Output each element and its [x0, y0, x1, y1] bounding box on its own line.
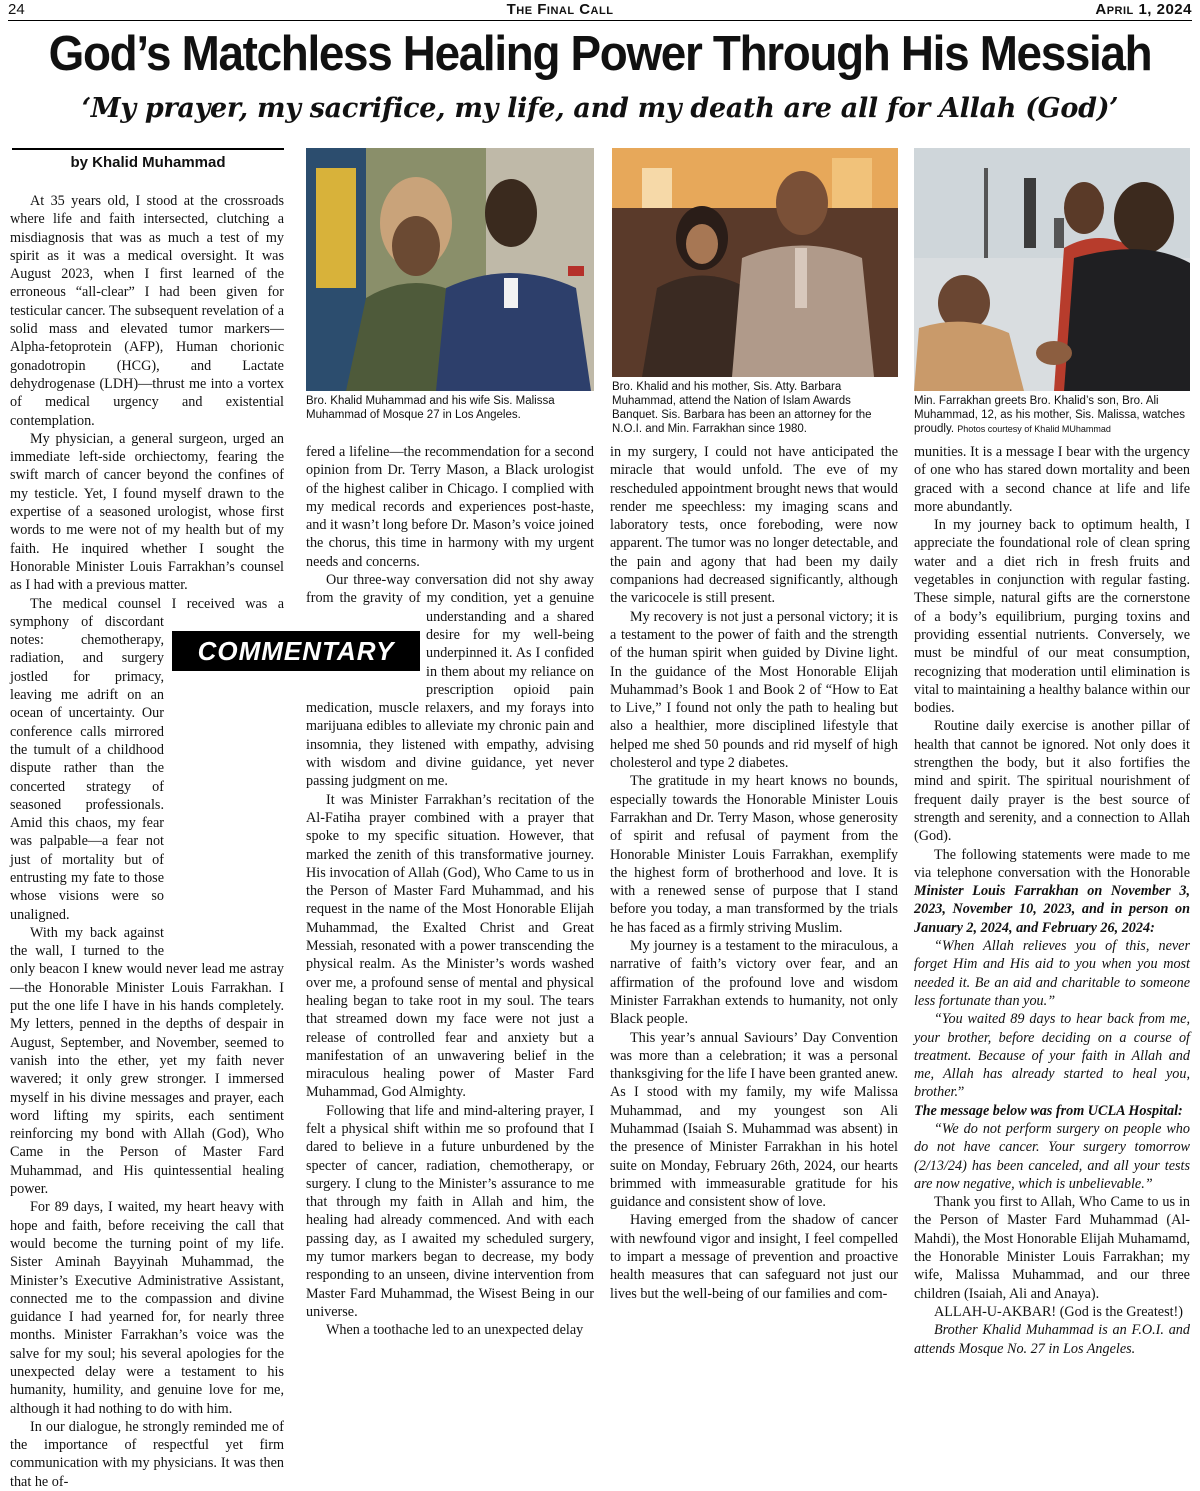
- quote: [914, 937, 1190, 1010]
- paragraph: Having emerged from the shadow of cancer with newfound vigor and insight, I feel compelled to impart a message of prevention and proactive health measures that can safeguard not just our lives but the well-being of our families and com-: [610, 1212, 898, 1302]
- paragraph: fered a lifeline—the recommendation for a second opinion from Dr. Terry Mason, a Black urologist of the highest caliber in Chicago. I complied with my medical records and experiences post-haste, and it wasn’t long before Dr. Mason’s voice joined the chorus, this time in harmony with my urgent needs and concerns.: [306, 444, 594, 570]
- page-number: 24: [8, 1, 25, 18]
- paragraph: My journey is a testament to the miraculous, a narrative of faith’s victory over fear, and an affirmation of the profound love and wisdom Minister Farrakhan extends to humanity, not only Black people.: [610, 938, 898, 1028]
- quote-text: “We do not perform surgery on people who do not have cancer. Your surgery tomorrow (2/13/24) has been canceled, and all your tests are now negative, which is unbelievable.”: [914, 1120, 1190, 1192]
- author-bio-text: Brother Khalid Muhammad is an F.O.I. and attends Mosque No. 27 in Los Angeles.: [914, 1322, 1190, 1357]
- paragraph: My physician, a general surgeon, urged an immediate left-side orchiectomy, fearing the swift march of cancer beyond the confines of my testicle. Yet, I found myself drawn to the expertise of a seasoned urologist, whose first words to me were not of my health but of my faith. He inquired whether I sought the Honorable Minister Louis Farrakhan’s counsel as I had with a previous matter.: [10, 430, 284, 594]
- paragraph: The gratitude in my heart knows no bounds, especially towards the Honorable Minister Louis Farrakhan and Dr. Terry Mason, whose generosity of spirit and refusal of payment from the Honorable Minister Louis Farrakhan, exemplify the highest form of brotherhood and love. It is with a renewed sense of purpose that I stand before you today, a man transformed by the trials he has faced as a firmly striving Muslim.: [610, 773, 898, 936]
- quote: [914, 1010, 1190, 1101]
- masthead-rule: [8, 20, 1192, 21]
- paragraph: [914, 1102, 1190, 1120]
- paragraph: in my surgery, I could not have anticipated the miracle that would unfold. The eve of my rescheduled appointment brought news that would render me speechless: my imaging scans and laboratory tests, once foreboding, were now apparent. The tumor was no longer detectable, and the pain and agony that had been my daily companions had decreased significantly, although the varicocele is still present.: [610, 444, 898, 607]
- paragraph: ALLAH-U-AKBAR! (God is the Greatest!): [934, 1303, 1184, 1320]
- author-bio: [914, 1321, 1190, 1358]
- statement-dates: Minister Louis Farrakhan on November 3, 2023, November 10, 2023, and in person on January 2, 2024, and February 26, 2024:: [914, 883, 1190, 936]
- issue-date: April 1, 2024: [1095, 1, 1192, 18]
- statement-intro: The following statements were made to me via telephone conversation with the Honorable: [914, 846, 1190, 881]
- photo-mother: [612, 148, 898, 377]
- photo-credit: Photos courtesy of Khalid MUhammad: [957, 424, 1111, 434]
- photo-couple: [306, 148, 594, 391]
- commentary-banner: COMMENTARY: [172, 631, 420, 671]
- photo-farrakhan-son-caption: [914, 394, 1190, 436]
- column-3: [610, 443, 898, 1302]
- paragraph: It was Minister Farrakhan’s recitation of the Al-Fatiha prayer combined with a prayer that spoke to my specific situation. However, that marked the zenith of this transformative journey. His invocation of Allah (God), Who Came to us in the Person of Master Fard Muhammad, and his request in the name of the Most Honorable Elijah Muhammad, the Exalted Christ and Great Messiah, resonated with a power transcending the physical realm. As the Minister’s words washed over me, a profound sense of mental and physical healing began to take root in my soul. The tears that streamed down my face were not just a release of controlled fear and anxiety but a manifestation of an unwavering belief in the miraculous healing power of Master Fard Muhammad, God Almighty.: [306, 791, 594, 1101]
- paragraph: For 89 days, I waited, my heart heavy with hope and faith, before receiving the call that would become the turning point of my life. Sister Aminah Bayyinah Muhammad, the Minister’s Executive Administrative Assistant, connected me to the compassion and divine guidance I had yearned for, for nearly three months. Minister Farrakhan’s voice was the salve for my soul; his several apologies for the unexpected delay were a testament to his humanity, humility, and genuine love for me, although it had nothing to do with him.: [10, 1199, 284, 1417]
- paragraph: Thank you first to Allah, Who Came to us in the Person of Master Fard Muhammad (Al-Mahdi), the Most Honorable Elijah Muhamamd, the Honorable Minister Louis Farrakhan; my wife, Malissa Muhammad, and our three children (Isaiah, Ali and Anaya).: [914, 1194, 1190, 1302]
- photo-mother-caption: Bro. Khalid and his mother, Sis. Atty. Barbara Muhammad, attend the Nation of Islam Awards Banquet. Sis. Barbara has been an attorney for the N.O.I. and Min. Farrakhan since 1980.: [612, 381, 872, 435]
- paragraph: Routine daily exercise is another pillar of health that cannot be ignored. Not only does it strengthen the body, but it also fortifies the mind and spirit. The spiritual nourishment of frequent daily prayer is the best source of strength and serenity, and a connection to Allah (God).: [914, 718, 1190, 845]
- column-2: [306, 443, 594, 1339]
- paragraph: My recovery is not just a personal victory; it is a testament to the power of faith and the strength of the human spirit when guided by Divine light. In the guidance of the Most Honorable Elijah Muhammad’s Book 1 and Book 2 of “How to Eat to Live,” I found not only the path to healing but also a healthier, more disciplined lifestyle that helped me shed 50 pounds and rid myself of high cholesterol and type 2 diabetes.: [610, 608, 898, 772]
- caption-text: Min. Farrakhan greets Bro. Khalid’s son, Bro. Ali Muhammad, 12, as his mother, Sis. Malissa, watches proudly.: [914, 395, 1185, 435]
- photo-farrakhan-son: [914, 148, 1190, 391]
- quote-text: “When Allah relieves you of this, never forget Him and His aid to you when you most needed it. Be an aid and charitable to someone less fortunate than you.”: [914, 938, 1190, 1009]
- paragraph: When a toothache led to an unexpected delay: [326, 1322, 584, 1339]
- paragraph: Our three-way conversation did not shy away from the gravity of my condition, yet a genuine understanding and a shared desire for my well-being underpinned it. As I confided in them about my reliance on prescription opioid pain medication, muscle relaxers, and my forays into marijuana edibles to alleviate my chronic pain and insomnia, they listened with empathy, advising with wisdom and divine guidance, yet never passing judgment on me.: [306, 572, 594, 790]
- paragraph: The medical counsel I received was a symphony of discordant notes: chemotherapy, radiation, and surgery jostled for primacy, leaving me adrift on an ocean of uncertainty. Our conference calls mirrored the tumult of a childhood dispute rather than the concerted strategy of seasoned professionals. Amid this chaos, my fear was palpable—a fear not just of mortality but of entrusting my fate to those whose visions were so unaligned.: [10, 595, 284, 923]
- paragraph: In my journey back to optimum health, I appreciate the foundational role of clean spring water and a diet rich in fresh fruits and vegetables in conjunction with regular fasting. These simple, natural gifts are the cornerstone of a body’s equilibrium, purging toxins and providing essential nutrients. Conversely, we must be mindful of our meat consumption, recognizing that moderation until elimination is vital to maintaining a healthy balance within our bodies.: [914, 517, 1190, 717]
- deck: ‘My prayer, my sacrifice, my life, and my death are all for Allah (God)’: [81, 93, 1119, 124]
- column-1: [10, 192, 284, 1490]
- quote: [914, 1120, 1190, 1193]
- paragraph: [914, 846, 1190, 937]
- ucla-label: The message below was from UCLA Hospital:: [914, 1102, 1183, 1119]
- paragraph: This year’s annual Saviours’ Day Convention was more than a celebration; it was a personal thanksgiving for the life I have been granted anew. As I stood with my family, my wife Malissa Muhammad, and my youngest son Ali Muhammad (Isaiah S. Muhammad was absent) in the presence of Minister Farrakhan in his hotel suite on Monday, February 26th, 2024, our hearts brimmed with immeasurable gratitude for his guidance and consistent show of love.: [610, 1029, 898, 1211]
- headline: God’s Matchless Healing Power Through His Messiah: [48, 27, 1152, 81]
- byline: by Khalid Muhammad: [12, 148, 284, 171]
- paragraph: At 35 years old, I stood at the crossroads where life and faith intersected, clutching a misdiagnosis that was as much a test of my spirit as it was a medical oversight. It was August 2023, when I first learned of the erroneous “all-clear” I had been given for testicular cancer. The subsequent revelation of a solid mass and elevated tumor markers—Alpha-fetoprotein (AFP), Human chorionic gonadotropin (HCG), and Lactate dehydrogenase (LDH)—thrust me into a vortex of medical urgency and existential contemplation.: [10, 193, 284, 429]
- masthead: [8, 0, 1192, 19]
- photo-couple-caption: Bro. Khalid Muhammad and his wife Sis. Malissa Muhammad of Mosque 27 in Los Angeles.: [306, 395, 555, 421]
- column-4: [914, 443, 1190, 1357]
- quote-close: ”: [958, 1084, 965, 1101]
- paragraph: munities. It is a message I bear with the urgency of one who has stared down mortality and been graced with a second chance at life and life more abundantly.: [914, 444, 1190, 515]
- quote-text: “You waited 89 days to hear back from me, your brother, before deciding on a course of treatment. Because of your faith in Allah and me, Allah has already started to heal you, brother.: [914, 1011, 1190, 1101]
- paragraph: Following that life and mind-altering prayer, I felt a physical shift within me so profound that I dared to believe in a future unburdened by the specter of cancer, radiation, chemotherapy, or surgery. I clung to the Minister’s assurance to me that through my faith in Allah and him, the healing had already commenced. And with each passing day, as I awaited my scheduled surgery, my tumor markers began to decrease, my body responding to an unseen, divine intervention from Master Fard Muhammad, the Wisest Being in our universe.: [306, 1102, 594, 1320]
- paragraph: With my back against the wall, I turned to the only beacon I knew would never lead me astray—the Honorable Minister Louis Farrakhan. I put the one life I have in his hands completely. My letters, penned in the depths of despair in August, September, and November, seemed to vanish into the ether, yet my faith never wavered; it only grew stronger. I immersed myself in his divine messages and prayer, each word lifting my spirits, each sentiment reinforcing my bond with Allah (God), Who Came in the Person of Master Fard Muhammad, and His quintessential healing power.: [10, 924, 284, 1198]
- paragraph: In our dialogue, he strongly reminded me of the importance of respectful yet firm communication with my physicians. It was then that he of-: [10, 1418, 284, 1490]
- publication-name: The Final Call: [506, 1, 614, 18]
